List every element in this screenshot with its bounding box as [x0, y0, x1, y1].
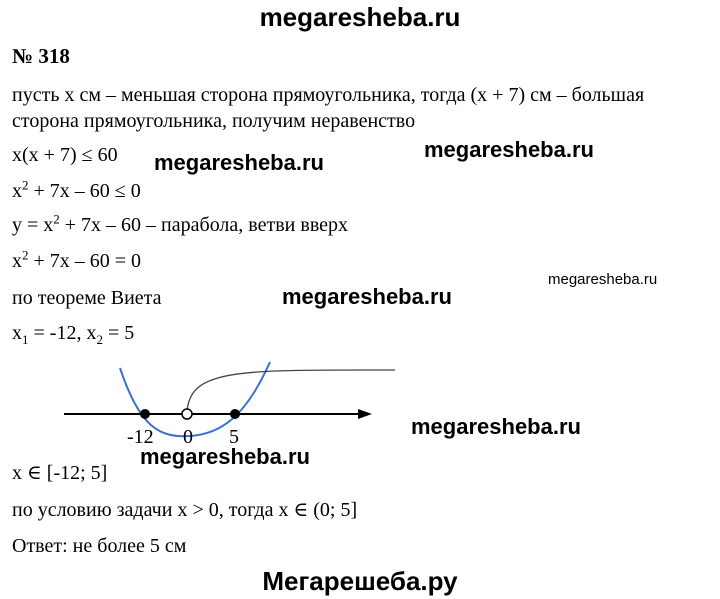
equation-rest: + 7х – 60 = 0	[28, 250, 142, 272]
ineq2-base: х	[12, 180, 22, 202]
parabola-line	[12, 211, 349, 236]
root-point-left	[140, 409, 150, 419]
number-line-graph	[0, 360, 720, 450]
vieta-line: по теореме Виета	[12, 287, 162, 309]
label-zero: 0	[183, 426, 193, 448]
watermark-1: megaresheba.ru	[154, 150, 324, 175]
parabola-exponent: 2	[53, 211, 60, 227]
zero-point	[182, 409, 192, 419]
equation-base: х	[12, 250, 22, 272]
watermark-4: megaresheba.ru	[282, 284, 452, 309]
site-header: megaresheba.ru	[259, 2, 461, 32]
answer-line: Ответ: не более 5 см	[12, 535, 187, 557]
axis-arrow	[358, 409, 372, 419]
root1-value: = -12, х	[28, 322, 97, 344]
problem-number: № 318	[12, 44, 70, 68]
label-left-root: -12	[127, 426, 154, 448]
equation-exponent: 2	[22, 247, 29, 263]
roots-line	[12, 322, 135, 347]
positive-region-curve	[187, 370, 395, 412]
ineq2-exponent: 2	[22, 177, 29, 193]
watermark-5: megaresheba.ru	[411, 414, 581, 439]
watermark-6: megaresheba.ru	[140, 444, 310, 469]
root1-var: х	[12, 322, 22, 344]
condition-line: по условию задачи х > 0, тогда х ∈ (0; 5]	[12, 499, 358, 521]
intro-line-2: сторона прямоугольника, получим неравенство	[12, 110, 416, 132]
ineq2-rest: + 7х – 60 ≤ 0	[28, 180, 141, 202]
root1-index: 1	[22, 332, 29, 347]
inequality-1: х(х + 7) ≤ 60	[12, 144, 118, 166]
solution-set: х ∈ [-12; 5]	[12, 462, 108, 484]
intro-line-1: пусть х см – меньшая сторона прямоугольника, тогда (х + 7) см – большая	[12, 84, 645, 106]
root-point-right	[230, 409, 240, 419]
site-footer: Мегарешеба.ру	[262, 566, 458, 596]
watermark-2: megaresheba.ru	[424, 137, 594, 162]
parabola-rest: + 7х – 60 – парабола, ветви вверх	[59, 214, 349, 236]
parabola-base: у = х	[12, 214, 54, 236]
root2-index: 2	[96, 332, 103, 347]
inequality-2	[12, 177, 141, 202]
equation-line	[12, 247, 142, 272]
watermark-3: megaresheba.ru	[548, 271, 658, 288]
root2-value: = 5	[102, 322, 135, 344]
label-right-root: 5	[229, 426, 239, 448]
